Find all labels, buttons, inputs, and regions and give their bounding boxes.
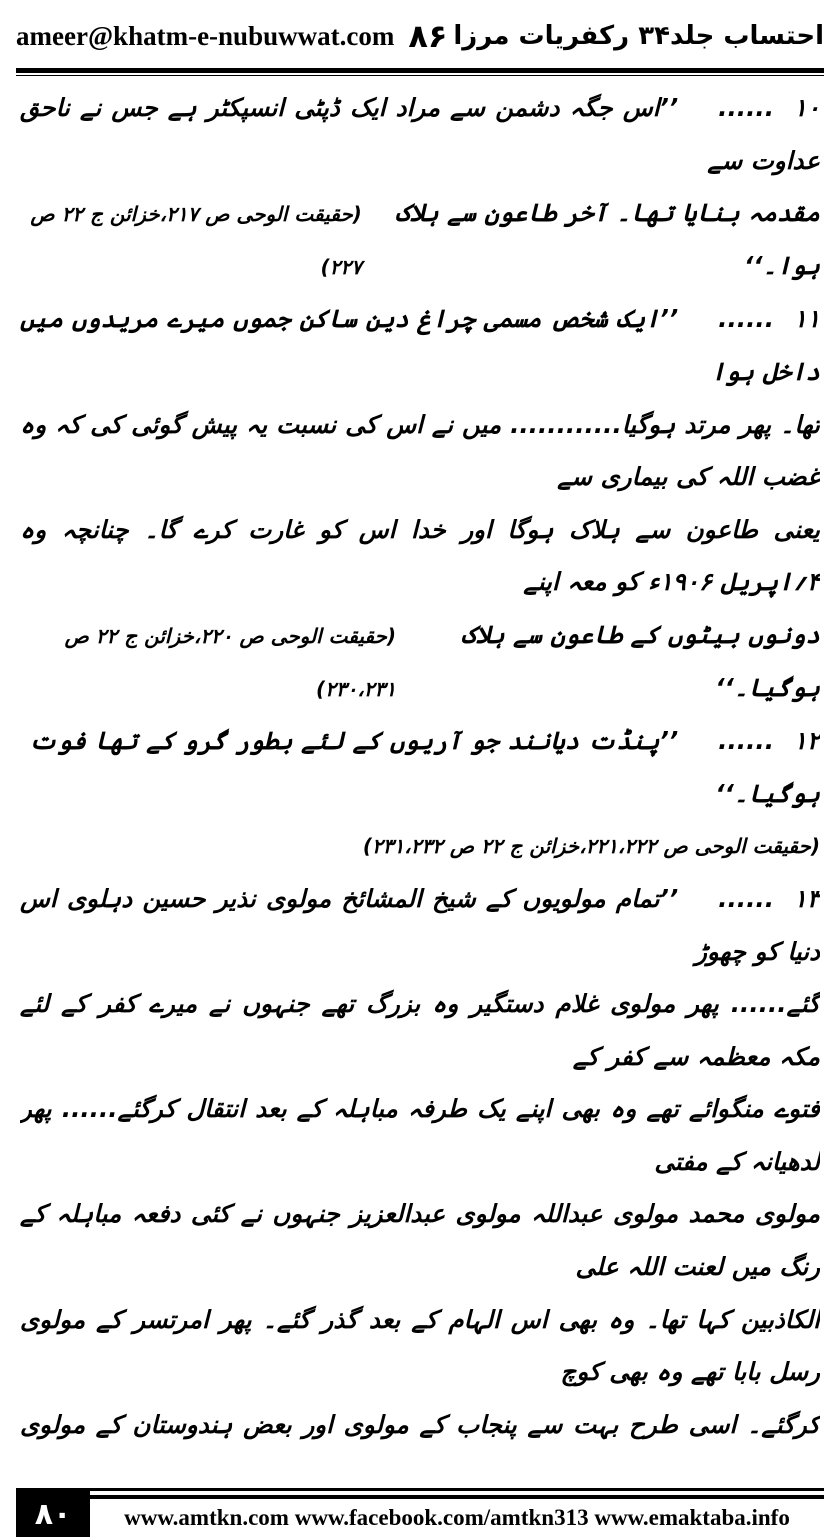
citation: (حقیقت الوحی ص ۲۲۰،خزائن ج ۲۲ ص ۲۳۰،۲۳۱) — [64, 623, 397, 701]
item-last-row — [20, 187, 820, 293]
header-email: ameer@khatm-e-nubuwwat.com — [16, 20, 395, 51]
item-text: ’’اس جگہ دشمن سے مراد ایک ڈپٹی انسپکٹر ہے جس نے ناحق عداوت سے — [20, 93, 820, 175]
header-left — [16, 17, 447, 55]
item-first-line — [20, 873, 820, 978]
item-dots: ...... — [718, 726, 774, 756]
item-line: مقدمہ بنایا تھا۔ آخر طاعون سے ہلاک ہوا۔‘‘ — [395, 198, 820, 280]
item-number: ۱۰ — [793, 93, 820, 122]
item-line: دونوں بیٹوں کے طاعون سے ہلاک ہوگیا۔‘‘ — [461, 619, 820, 702]
item-line: تھا۔ پھر مرتد ہوگیا............ میں نے اس کی نسبت یہ پیش گوئی کی کہ وہ غضب اللہ کی بیماری سے — [20, 409, 820, 492]
item-number: ۱۲ — [793, 726, 820, 756]
item-number: ۱۱ — [793, 304, 820, 334]
page-body — [20, 82, 820, 1454]
header-page-number: ۸۶ — [408, 17, 448, 55]
item-number: ۱۳ — [793, 883, 820, 913]
header-title: احتساب جلد۳۴ رکفریات مرزا — [453, 21, 824, 51]
item-last-row — [20, 609, 820, 715]
item-text: ’’ایک شخص مسمی چراغ دین ساکن جموں میرے مریدوں میں داخل ہوا — [20, 304, 820, 386]
item-line: گئے...... پھر مولوی غلام دستگیر وہ بزرگ تھے جنہوں نے میرے کفر کے لئے مکہ معظمہ سے کفر کے — [20, 989, 820, 1071]
item-dots: ...... — [718, 93, 774, 122]
citation: (حقیقت الوحی ص ۲۲۱،۲۲۲،خزائن ج ۲۲ ص ۲۳۱،۲۳۲) — [362, 834, 820, 859]
item-line: فتوے منگوائے تھے وہ بھی اپنے یک طرفہ مباہلہ کے بعد انتقال کرگئے...... پھر لدھیانہ کے مفتی — [20, 1094, 820, 1176]
page-header — [16, 8, 824, 64]
item-first-line — [20, 715, 820, 820]
header-rule — [16, 68, 824, 73]
item-dots: ...... — [718, 883, 774, 913]
footer-page-number: ۸۰ — [16, 1491, 90, 1537]
page-footer — [16, 1488, 824, 1537]
item-text: ’’پنڈت دیانند جو آریوں کے لئے بطور گرو کے تھا فوت ہوگیا۔‘‘ — [28, 726, 820, 808]
item-dots: ...... — [718, 304, 774, 334]
item-line: مولوی محمد مولوی عبداللہ مولوی عبدالعزیز جنہوں نے کئی دفعہ مباہلہ کے رنگ میں لعنت اللہ علی — [20, 1199, 820, 1282]
header-rule-thin — [16, 75, 824, 76]
citation-row — [20, 820, 820, 873]
item-line: الکاذبین کہا تھا۔ وہ بھی اس الہام کے بعد گذر گئے۔ پھر امرتسر کے مولوی رسل بابا تھے وہ بھی کوچ — [20, 1304, 820, 1387]
citation: (حقیقت الوحی ص ۲۱۷،خزائن ج ۲۲ ص ۲۲۷) — [30, 202, 362, 279]
item-line: یعنی طاعون سے ہلاک ہوگا اور خدا اس کو غارت کرے گا۔ چنانچہ وہ ۴؍اپریل ۱۹۰۶ء کو معہ اپنے — [20, 514, 820, 597]
item-first-line — [20, 82, 820, 187]
item-line: کرگئے۔ اسی طرح بہت سے پنجاب کے مولوی اور بعض ہندوستان کے مولوی — [20, 1409, 820, 1439]
footer-links: www.amtkn.com www.facebook.com/amtkn313 www.emaktaba.info — [90, 1495, 824, 1537]
item-first-line — [20, 293, 820, 398]
item-text: ’’تمام مولویوں کے شیخ المشائخ مولوی نذیر حسین دہلوی اس دنیا کو چھوڑ — [20, 883, 820, 966]
